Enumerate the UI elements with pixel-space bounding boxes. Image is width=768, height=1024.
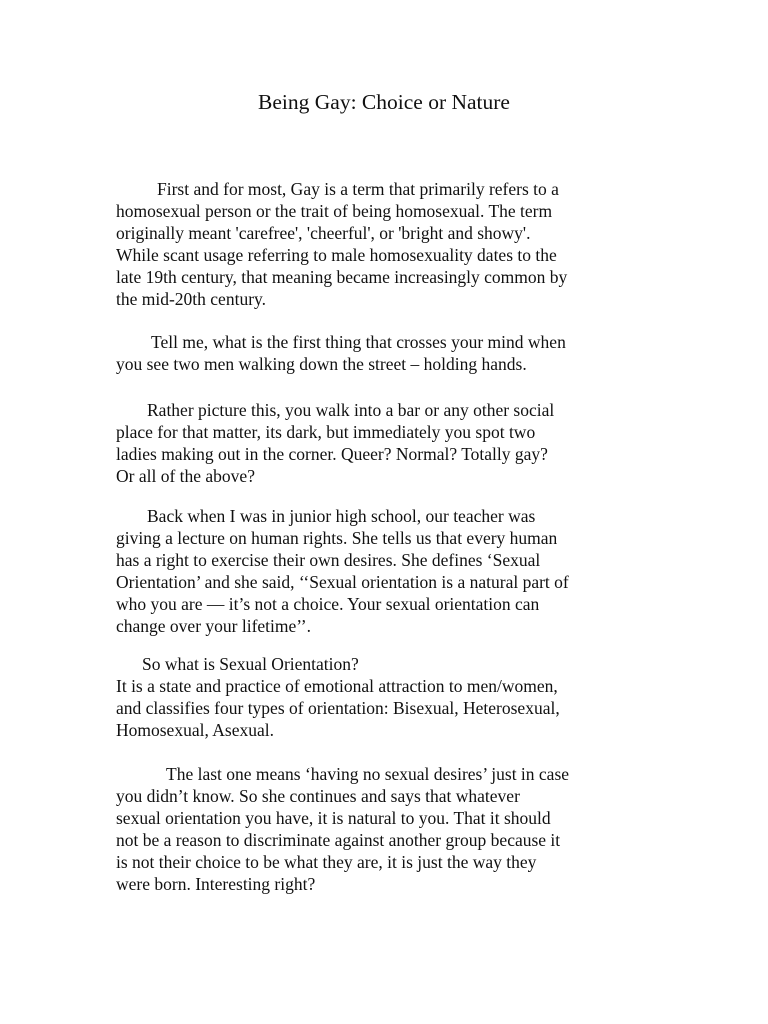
- text-line: late 19th century, that meaning became increasingly common by: [116, 267, 568, 287]
- text-line: First and for most, Gay is a term that primarily refers to a: [157, 179, 559, 199]
- text-line: Back when I was in junior high school, our teacher was: [147, 506, 536, 526]
- text-line: change over your lifetime’’.: [116, 616, 312, 636]
- paragraph-sexual-orientation: [116, 653, 676, 741]
- text-line: who you are — it’s not a choice. Your sexual orientation can: [116, 594, 540, 614]
- text-line: giving a lecture on human rights. She tells us that every human: [116, 528, 558, 548]
- text-line: So what is Sexual Orientation?: [142, 654, 359, 674]
- text-line: you didn’t know. So she continues and says that whatever: [116, 786, 520, 806]
- paragraph-bar-scene: [116, 399, 676, 487]
- text-line: originally meant 'carefree', 'cheerful', or 'bright and showy'.: [116, 223, 531, 243]
- text-line: Rather picture this, you walk into a bar or any other social: [147, 400, 555, 420]
- text-line: and classifies four types of orientation: Bisexual, Heterosexual,: [116, 698, 560, 718]
- text-line: has a right to exercise their own desires. She defines ‘Sexual: [116, 550, 541, 570]
- text-line: homosexual person or the trait of being homosexual. The term: [116, 201, 553, 221]
- text-line: ladies making out in the corner. Queer? Normal? Totally gay?: [116, 444, 548, 464]
- text-line: Tell me, what is the first thing that crosses your mind when: [151, 332, 566, 352]
- text-line: While scant usage referring to male homosexuality dates to the: [116, 245, 557, 265]
- text-line: you see two men walking down the street – holding hands.: [116, 354, 527, 374]
- text-line: place for that matter, its dark, but immediately you spot two: [116, 422, 536, 442]
- text-line: Orientation’ and she said, ‘‘Sexual orientation is a natural part of: [116, 572, 569, 592]
- text-line: sexual orientation you have, it is natural to you. That it should: [116, 808, 551, 828]
- text-line: were born. Interesting right?: [116, 874, 316, 894]
- text-line: It is a state and practice of emotional attraction to men/women,: [116, 676, 558, 696]
- text-line: The last one means ‘having no sexual desires’ just in case: [166, 764, 570, 784]
- text-line: Homosexual, Asexual.: [116, 720, 274, 740]
- paragraph-two-men: [116, 331, 676, 375]
- paragraph-junior-high: [116, 505, 676, 637]
- document-title: Being Gay: Choice or Nature: [258, 90, 510, 114]
- paragraph-last-one: [116, 763, 676, 895]
- text-line: the mid-20th century.: [116, 289, 267, 309]
- text-line: is not their choice to be what they are, it is just the way they: [116, 852, 537, 872]
- text-line: not be a reason to discriminate against another group because it: [116, 830, 561, 850]
- paragraph-gay-definition: [116, 178, 676, 310]
- text-line: Or all of the above?: [116, 466, 255, 486]
